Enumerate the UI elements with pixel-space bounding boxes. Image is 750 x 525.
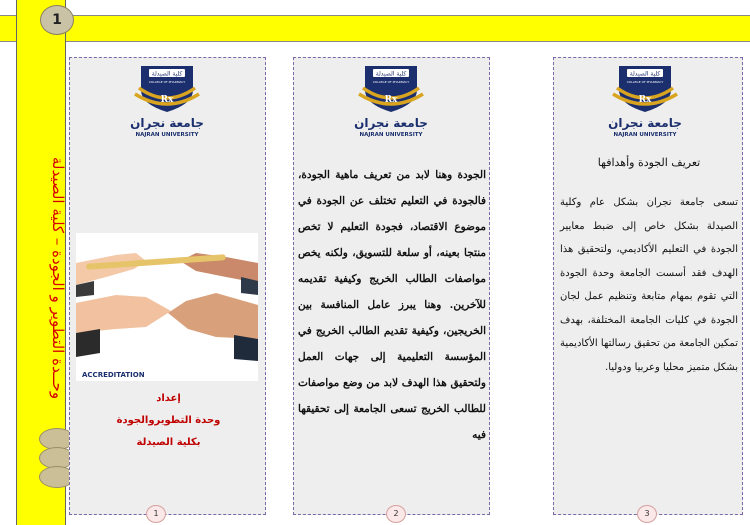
logo-english-name: NAJRAN UNIVERSITY	[613, 132, 677, 138]
credit-block	[70, 388, 267, 454]
logo-badge-subtext: COLLEGE OF PHARMACY	[626, 80, 664, 84]
logo-english-name: NAJRAN UNIVERSITY	[359, 132, 423, 138]
logo-badge-subtext: COLLEGE OF PHARMACY	[148, 80, 186, 84]
credit-line: إعداد	[156, 393, 181, 404]
logo-rx: Rx	[384, 95, 398, 105]
panel-definition	[553, 57, 743, 515]
panel-quality-text	[293, 57, 490, 515]
page-number: 1	[146, 505, 166, 523]
vertical-title: وحــدة التطوير و الجودة – كلية الصيدلة	[49, 156, 67, 400]
page-number: 2	[386, 505, 406, 523]
top-banner	[0, 15, 750, 42]
university-logo	[605, 64, 685, 138]
logo-arabic-name: جامعة نجران	[130, 116, 204, 130]
logo-english-name: NAJRAN UNIVERSITY	[135, 132, 199, 138]
panel2-body-text: الجودة وهنا لابد من تعريف ماهية الجودة، فالجودة في التعليم تختلف عن الجودة في موضوع الاقتصاد، فجودة التعليم لا تخص منتجا بعينه، أو سلعة للتسويق، ولكنه يخص مواصفات الطالب الخريج وكيفية تقديمه للآخرين. وهنا يبرز عامل المنافسة بين الخريجين، وكيفية تقديم الطالب الخريج في المؤسسة التعليمية إلى جهات العمل ولتحقيق هذا الهدف لابد من وضع مواصفات للطالب الخريج تسعى الجامعة إلى تحقيقها فيه	[298, 169, 486, 441]
credit-line: بكلية الصيدلة	[136, 437, 201, 448]
logo-arabic-name: جامعة نجران	[354, 116, 428, 130]
panel3-body-text: تسعى جامعة نجران بشكل عام وكلية الصيدلة بشكل خاص إلى ضبط معايير الجودة في التعليم الأكاديمي، ولتحقيق هذا الهدف فقد أسست الجامعة وحدة الجودة التي تقوم بمهام متابعة وتنظيم عمل لجان الجودة في كليات الجامعة المختلفة، بهدف تمكين الجامعة من تحقيق رسالتها الأكاديمية بشكل متميز محليا وعربيا ودوليا.	[560, 197, 738, 373]
credit-line: وحدة التطويروالجودة	[116, 415, 221, 426]
university-logo	[351, 64, 431, 138]
logo-arabic-name: جامعة نجران	[608, 116, 682, 130]
panel-cover	[69, 57, 266, 515]
page-badge: 1	[40, 5, 74, 35]
logo-badge-text: كلية الصيدلة	[375, 70, 407, 78]
logo-badge-subtext: COLLEGE OF PHARMACY	[372, 80, 410, 84]
logo-badge-text: كلية الصيدلة	[629, 70, 661, 78]
page-number: 3	[637, 505, 657, 523]
panel3-heading: تعريف الجودة وأهدافها	[597, 156, 701, 169]
sidebar-banner	[16, 0, 66, 525]
photo-caption: ACCREDITATION	[82, 371, 145, 379]
logo-rx: Rx	[160, 95, 174, 105]
university-logo	[127, 64, 207, 138]
accreditation-photo	[76, 233, 258, 381]
logo-badge-text: كلية الصيدلة	[151, 70, 183, 78]
logo-rx: Rx	[638, 95, 652, 105]
